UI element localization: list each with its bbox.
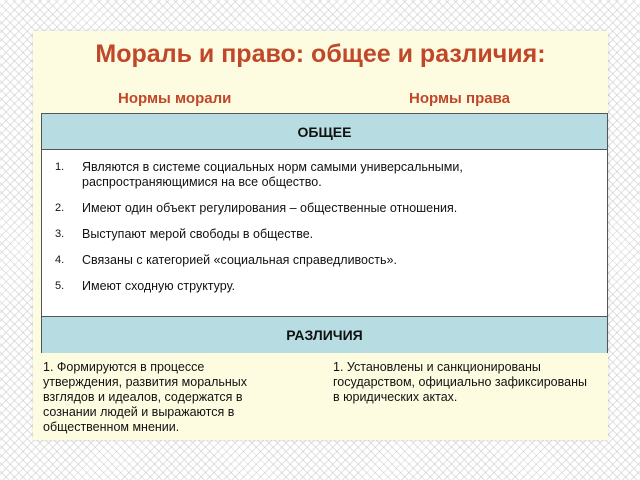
list-item-number: 5. (55, 280, 65, 292)
common-header: ОБЩЕЕ (42, 114, 607, 150)
list-item-text: Имеют сходную структуру. (82, 279, 236, 293)
difference-morals: 1. Формируются в процессе утверждения, развития моральных взглядов и идеалов, содержатся в сознании людей и выражаются в общественном мнении. (43, 360, 248, 434)
difference-law: 1. Установлены и санкционированы государством, официально зафиксированы в юридических актах. (333, 360, 587, 404)
column-header-law: Нормы права (409, 90, 510, 107)
list-item-number: 2. (55, 202, 65, 214)
list-item-text: Являются в системе социальных норм самыми универсальными, распространяющимися на все общество. (82, 160, 463, 189)
list-item-number: 1. (55, 161, 65, 173)
list-item-text: Имеют один объект регулирования – общественные отношения. (82, 201, 458, 215)
list-item (42, 253, 607, 268)
common-list (42, 160, 607, 305)
list-item (42, 279, 607, 294)
slide-title: Мораль и право: общее и различия: (95, 40, 546, 68)
list-item-number: 4. (55, 254, 65, 266)
column-header-morals: Нормы морали (118, 90, 232, 107)
list-item (42, 160, 607, 190)
list-item-number: 3. (55, 228, 65, 240)
list-item (42, 227, 607, 242)
differences-header: РАЗЛИЧИЯ (42, 316, 607, 353)
list-item-text: Связаны с категорией «социальная справедливость». (82, 253, 397, 267)
slide (33, 31, 608, 440)
list-item-text: Выступают мерой свободы в обществе. (82, 227, 314, 241)
list-item (42, 201, 607, 216)
comparison-table (41, 113, 608, 353)
